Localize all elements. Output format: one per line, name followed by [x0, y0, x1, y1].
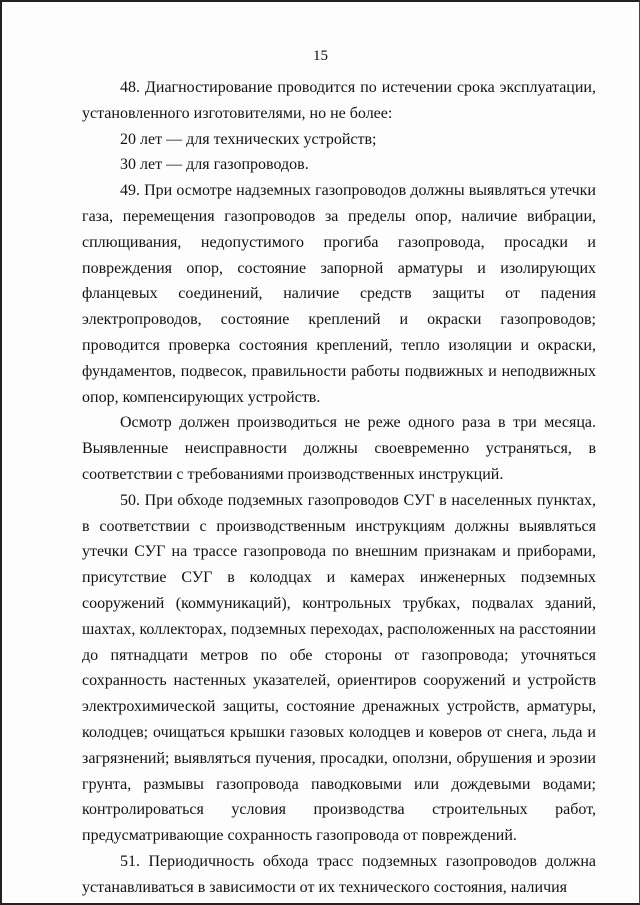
- paragraph-49: 49. При осмотре надземных газопроводов должны выявляться утечки газа, перемещения газопроводов за пределы опор, наличие вибрации, сплющивания, недопустимого прогиба газопровода, просадки и повреждения опор, состояние запорной арматуры и изолирующих фланцевых соединений, наличие средств защиты от падения электропроводов, состояние креплений и окраски газопроводов; проводится проверка состояния креплений, тепло изоляции и окраски, фундаментов, подвесок, правильности работы подвижных и неподвижных опор, компенсирующих устройств.: [82, 182, 596, 406]
- paragraph-51: 51. Периодичность обхода трасс подземных газопроводов должна устанавливаться в зависимости от их технического состояния, наличия: [82, 852, 596, 896]
- page-number: 15: [313, 48, 328, 64]
- list-item-20-years: 20 лет — для технических устройств;: [120, 130, 377, 148]
- paragraph-inspection-frequency: Осмотр должен производиться не реже одного раза в три месяца. Выявленные неисправности должны своевременно устраняться, в соответствии с требованиями производственных инструкций.: [82, 414, 596, 483]
- list-item-30-years: 30 лет — для газопроводов.: [120, 156, 309, 174]
- paragraph-48: 48. Диагностирование проводится по истечении срока эксплуатации, установленного изготовителями, но не более:: [82, 79, 596, 122]
- document-body: [82, 75, 596, 901]
- paragraph-50: 50. При обходе подземных газопроводов СУГ в населенных пунктах, в соответствии с производственным инструкциям должны выявляться утечки СУГ на трассе газопровода по внешним признакам и приборами, присутствие СУГ в колодцах и камерах инженерных подземных сооружений (коммуникаций), контрольных трубках, подвалах зданий, шахтах, коллекторах, подземных переходах, расположенных на расстоянии до пятнадцати метров по обе стороны от газопровода; уточняться сохранность настенных указателей, ориентиров сооружений и устройств электрохимической защиты, состояние дренажных устройств, арматуры, колодцев; очищаться крышки газовых колодцев и коверов от снега, льда и загрязнений; выявляться пучения, просадки, оползни, обрушения и эрозии грунта, размывы газопровода паводковыми или дождевыми водами; контролироваться условия производства строительных работ, предусматривающие сохранность газопровода от повреждений.: [82, 491, 596, 845]
